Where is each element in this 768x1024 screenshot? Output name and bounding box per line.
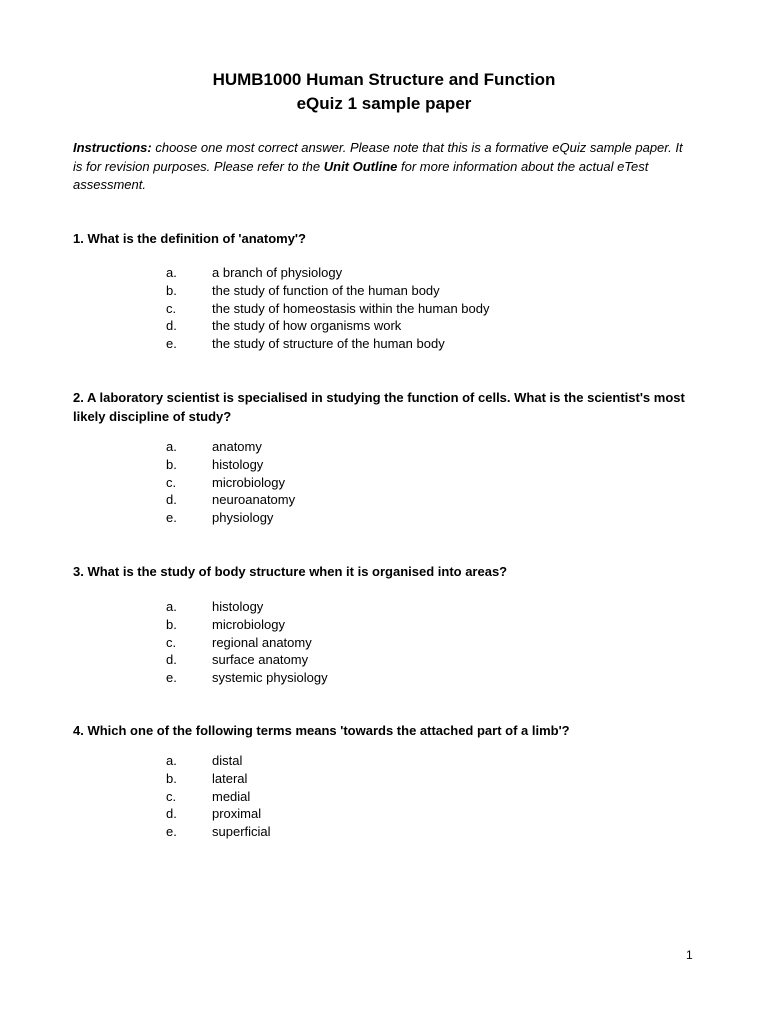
question-4-options [166,752,646,841]
option-text: the study of structure of the human body [212,336,445,352]
unit-outline-reference: Unit Outline [323,158,398,174]
option-text: surface anatomy [212,652,309,668]
option-letter: a. [166,599,177,614]
option-text: regional anatomy [212,634,312,650]
option-item [166,335,646,353]
option-letter: c. [166,300,177,316]
option-item [166,598,646,616]
option-item [166,823,646,841]
question-1-text: 1. What is the definition of 'anatomy'? [73,231,306,246]
option-letter: a. [166,265,177,280]
option-item [166,634,646,652]
option-letter: c. [166,474,177,490]
option-letter: b. [166,770,177,786]
option-item [166,438,646,456]
option-item [166,474,646,492]
option-item [166,651,646,669]
question-2-text: 2. A laboratory scientist is specialised in studying the function of cells. What is the scientist's most likely discipline of study? [73,390,685,424]
option-letter: a. [166,439,177,454]
option-letter: d. [166,492,177,508]
question-3-options [166,598,646,687]
option-text: systemic physiology [212,670,328,686]
option-item [166,491,646,509]
option-text: the study of function of the human body [212,282,440,298]
option-letter: e. [166,670,177,686]
option-item [166,264,646,282]
option-letter: d. [166,652,177,668]
option-item [166,300,646,318]
option-item [166,669,646,687]
option-letter: d. [166,318,177,334]
option-letter: c. [166,788,177,804]
option-letter: c. [166,634,177,650]
option-text: superficial [212,824,271,840]
option-letter: e. [166,336,177,352]
option-letter: a. [166,753,177,768]
option-item [166,616,646,634]
document-title: HUMB1000 Human Structure and Function [212,70,556,89]
instructions-text-1: choose one most correct answer. Please note that this is a formative eQuiz sample paper. It is for revision purposes. Please refer to the [73,140,683,174]
option-item [166,456,646,474]
option-letter: b. [166,456,177,472]
page-number: 1 [686,948,693,962]
question-1-options [166,264,646,353]
question-4-text: 4. Which one of the following terms means 'towards the attached part of a limb'? [73,723,570,738]
option-item [166,770,646,788]
option-letter: d. [166,806,177,822]
option-text: lateral [212,770,248,786]
instructions-label: Instructions: [73,140,152,155]
instructions-paragraph [73,139,693,195]
option-text: a branch of physiology [212,265,343,280]
option-item [166,788,646,806]
option-letter: e. [166,824,177,840]
option-item [166,282,646,300]
option-text: the study of homeostasis within the human body [212,300,490,316]
option-item [166,509,646,527]
instructions-text-2: for more information about the actual eTest assessment. [73,158,649,192]
option-text: histology [212,456,264,472]
question-3-text: 3. What is the study of body structure when it is organised into areas? [73,564,508,579]
option-text: the study of how organisms work [212,318,402,334]
option-text: microbiology [212,616,285,632]
option-letter: b. [166,616,177,632]
option-text: anatomy [212,439,262,454]
option-text: medial [212,788,251,804]
document-subtitle: eQuiz 1 sample paper [296,94,472,113]
option-letter: e. [166,510,177,526]
option-letter: b. [166,282,177,298]
option-text: neuroanatomy [212,492,296,508]
question-2-options [166,438,646,527]
option-item [166,805,646,823]
option-text: distal [212,753,243,768]
option-item [166,752,646,770]
option-text: histology [212,599,264,614]
option-text: physiology [212,510,274,526]
option-item [166,317,646,335]
option-text: proximal [212,806,262,822]
option-text: microbiology [212,474,285,490]
